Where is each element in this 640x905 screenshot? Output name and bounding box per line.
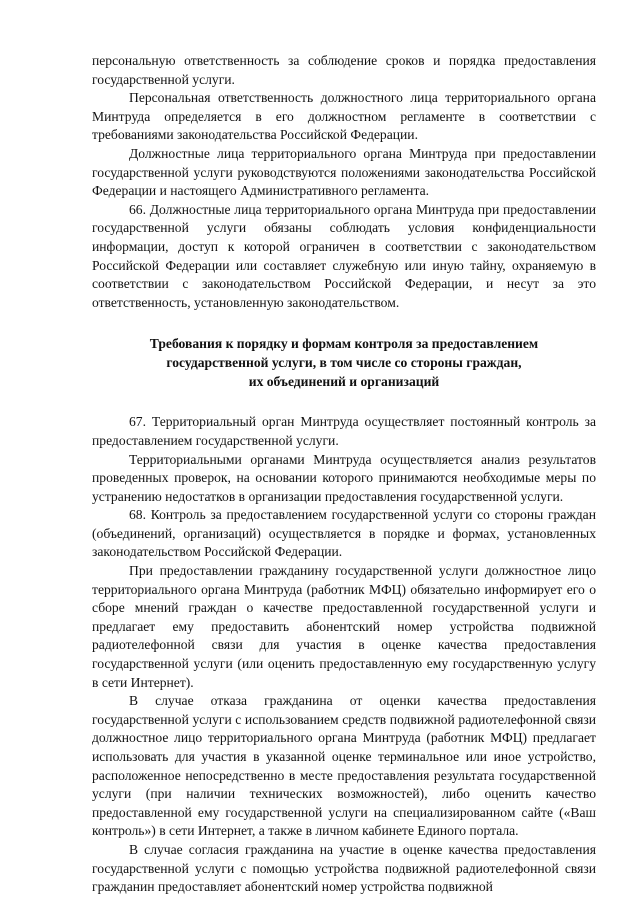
paragraph-67: 67. Территориальный орган Минтруда осуществляет постоянный контроль за предоставлением государственной услуги. xyxy=(92,414,596,448)
paragraph-officials-guidance: Должностные лица территориального органа Минтруда при предоставлении государственной услуги руководствуются положениями законодательства Российской Федерации и настоящего Административного регламента. xyxy=(92,145,596,199)
paragraph-68: 68. Контроль за предоставлением государственной услуги со стороны граждан (объединений, организаций) осуществляется в порядке и формах, установленных законодательством Российской Федерации. xyxy=(92,507,596,560)
section-title-line-2: государственной услуги, в том числе со стороны граждан, xyxy=(166,355,522,371)
document-page xyxy=(92,52,596,897)
section-title-line-3: их объединений и организаций xyxy=(248,374,440,390)
spacer xyxy=(92,312,596,334)
paragraph-66: 66. Должностные лица территориального органа Минтруда при предоставлении государственной услуги обязаны соблюдать условия конфиденциальности информации, доступ к которой ограничен в соответствии с законодательством Российской Федерации или составляет служебную или иную тайну, охраняемую в соответствии с законодательством Российской Федерации, и несут за это ответственность, установленную законодательством. xyxy=(92,201,596,310)
spacer xyxy=(92,391,596,413)
paragraph-informing: При предоставлении гражданину государственной услуги должностное лицо территориального органа Минтруда (работник МФЦ) обязательно информирует его о сборе мнений граждан о качестве предоставленной государственной услуги и предлагает ему предоставить абонентский номер устройства подвижной радиотелефонной связи для участия в оценке качества предоставления государственной услуги (или оценить предоставленную ему государственную услугу в сети Интернет). xyxy=(92,563,596,690)
paragraph-continuation: персональную ответственность за соблюдение сроков и порядка предоставления государственной услуги. xyxy=(92,53,596,87)
section-title-line-1: Требования к порядку и формам контроля за предоставлением xyxy=(149,336,539,352)
paragraph-consent: В случае согласия гражданина на участие в оценке качества предоставления государственной услуги с помощью устройства подвижной радиотелефонной связи гражданин предоставляет абонентский номер устройства подвижной xyxy=(92,841,596,895)
paragraph-personal-responsibility: Персональная ответственность должностного лица территориального органа Минтруда определяется в его должностном регламенте в соответствии с требованиями законодательства Российской Федерации. xyxy=(92,90,596,143)
section-title xyxy=(92,334,596,391)
paragraph-analysis: Территориальными органами Минтруда осуществляется анализ результатов проведенных проверок, на основании которого принимаются необходимые меры по устранению недостатков в организации предоставления государственной услуги. xyxy=(92,451,596,504)
paragraph-refusal: В случае отказа гражданина от оценки качества предоставления государственной услуги с использованием средств подвижной радиотелефонной связи должностное лицо территориального органа Минтруда (работник МФЦ) предлагает использовать для участия в указанной оценке терминальное или иное устройство, расположенное непосредственно в месте предоставления результата государственной услуги (при наличии технических возможностей), либо оценить качество предоставленной ему государственной услуги на специализированном сайте («Ваш контроль») в сети Интернет, а также в личном кабинете Единого портала. xyxy=(92,693,596,839)
